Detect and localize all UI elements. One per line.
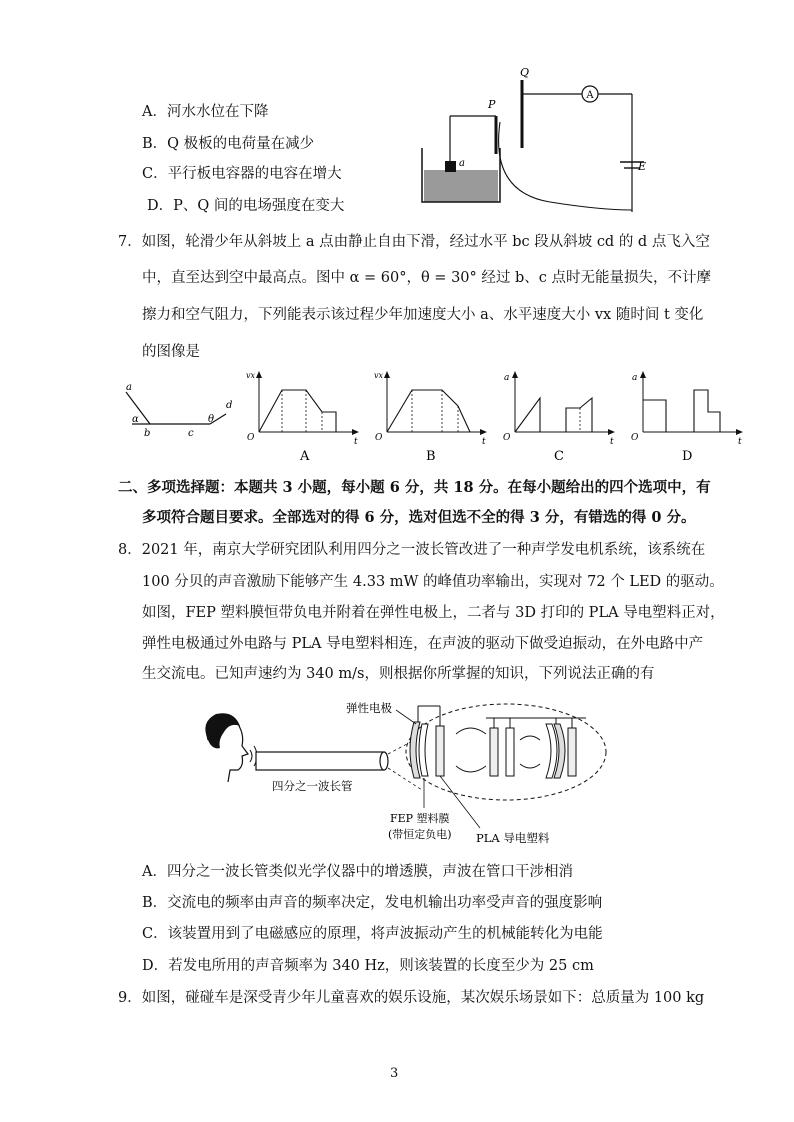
label-a: a <box>459 158 465 169</box>
label-p: P <box>488 98 496 111</box>
label-q: Q <box>520 66 530 79</box>
graph-d-ylabel: a <box>632 373 638 383</box>
section2-line-2: 多项符合题目要求。全部选对的得 6 分，选对但选不全的得 3 分，有错选的得 0 分。 <box>142 509 696 526</box>
graph-b-label: B <box>426 449 436 463</box>
q8-line-2: 100 分贝的声音激励下能够产生 4.33 mW 的峰值功率输出，实现对 72 个 LED 的驱动。 <box>142 574 724 590</box>
fep-label: FEP 塑料膜 <box>390 812 450 825</box>
quarter-wave-tube <box>256 752 384 770</box>
graph-c-ylabel: a <box>504 373 510 383</box>
q8-option-b: B．交流电的频率由声音的频率决定，发电机输出功率受声音的强度影响 <box>142 895 603 911</box>
pla-label: PLA 导电塑料 <box>476 831 550 845</box>
graph-a-xlabel: t <box>354 437 358 447</box>
q7-line-2: 中，直至达到空中最高点。图中 α = 60°，θ = 30° 经过 b、c 点时无能量损失，不计摩 <box>142 270 711 286</box>
q8-line-5: 生交流电。已知声速约为 340 m/s，则根据你所掌握的知识，下列说法正确的有 <box>142 666 655 682</box>
page-number: 3 <box>390 1066 399 1081</box>
q7-slope-figure <box>118 378 243 438</box>
q6-option-d: D．P、Q 间的电场强度在变大 <box>147 198 345 214</box>
q7-line-1: 7．如图，轮滑少年从斜坡上 a 点由静止自由下滑，经过水平 bc 段从斜坡 cd 的 d 点飞入空 <box>118 234 710 250</box>
pla-plate <box>436 726 444 776</box>
q6-option-c: C．平行板电容器的电容在增大 <box>142 166 342 182</box>
graph-c-label: C <box>554 449 564 463</box>
q6-option-a: A．河水水位在下降 <box>142 104 269 120</box>
slope-label-alpha: α <box>132 414 139 425</box>
q9-line-1: 9．如图，碰碰车是深受青少年儿童喜欢的娱乐设施，某次娱乐场景如下：总质量为 100 kg <box>118 990 705 1006</box>
graph-b-xlabel: t <box>482 437 486 447</box>
graph-a-ylabel: vx <box>246 371 256 380</box>
slope-label-d: d <box>226 400 233 411</box>
fep-film <box>419 724 428 776</box>
q7-graph-c <box>500 368 620 463</box>
section2-line-1: 二、多项选择题：本题共 3 小题，每小题 6 分，共 18 分。在每小题给出的四个选项中，有 <box>118 479 711 496</box>
graph-b-ylabel: vx <box>374 371 384 380</box>
q8-option-c: C．该装置用到了电磁感应的原理，将声波振动产生的机械能转化为电能 <box>142 926 603 942</box>
q8-generator-figure <box>190 692 630 852</box>
graph-c-xlabel: t <box>610 437 614 447</box>
q8-option-a: A．四分之一波长管类似光学仪器中的增透膜，声波在管口干涉相消 <box>142 864 573 880</box>
q7-graph-b <box>372 368 492 463</box>
graph-b-origin: O <box>375 433 383 443</box>
graph-d-xlabel: t <box>738 437 742 447</box>
graph-d-label: D <box>682 449 693 463</box>
slope-label-b: b <box>144 428 151 438</box>
tube-label: 四分之一波长管 <box>272 779 353 793</box>
q8-line-3: 如图，FEP 塑料膜恒带负电并附着在弹性电极上，二者与 3D 打印的 PLA 导电塑料正对， <box>142 605 725 621</box>
fep-note: (带恒定负电) <box>388 828 452 841</box>
water-region <box>424 170 498 202</box>
q7-graph-a <box>244 368 364 463</box>
q6-capacitor-figure <box>410 62 650 212</box>
graph-a-label: A <box>300 449 310 463</box>
label-ammeter: A <box>586 90 594 101</box>
q8-line-4: 弹性电极通过外电路与 PLA 导电塑料相连，在声波的驱动下做受迫振动，在外电路中产 <box>142 636 704 652</box>
q7-graph-d <box>628 368 748 463</box>
graph-c-origin: O <box>503 433 511 443</box>
float-block <box>445 161 456 172</box>
q7-line-3: 擦力和空气阻力，下列能表示该过程少年加速度大小 a、水平速度大小 vx 随时间 t 变化 <box>142 307 704 323</box>
q8-line-1: 8．2021 年，南京大学研究团队利用四分之一波长管改进了一种声学发电机系统，该系统在 <box>118 542 706 558</box>
label-e: E <box>638 160 647 173</box>
q8-option-d: D．若发电所用的声音频率为 340 Hz，则该装置的长度至少为 25 cm <box>142 958 594 974</box>
q6-option-b: B．Q 极板的电荷量在减少 <box>142 136 315 152</box>
graph-d-origin: O <box>631 433 639 443</box>
graph-a-origin: O <box>247 433 255 443</box>
slope-label-theta: θ <box>208 414 215 425</box>
q7-line-4: 的图像是 <box>142 344 200 360</box>
elastic-electrode-label: 弹性电极 <box>346 701 392 715</box>
slope-label-c: c <box>188 428 194 438</box>
slope-label-a: a <box>126 382 132 393</box>
